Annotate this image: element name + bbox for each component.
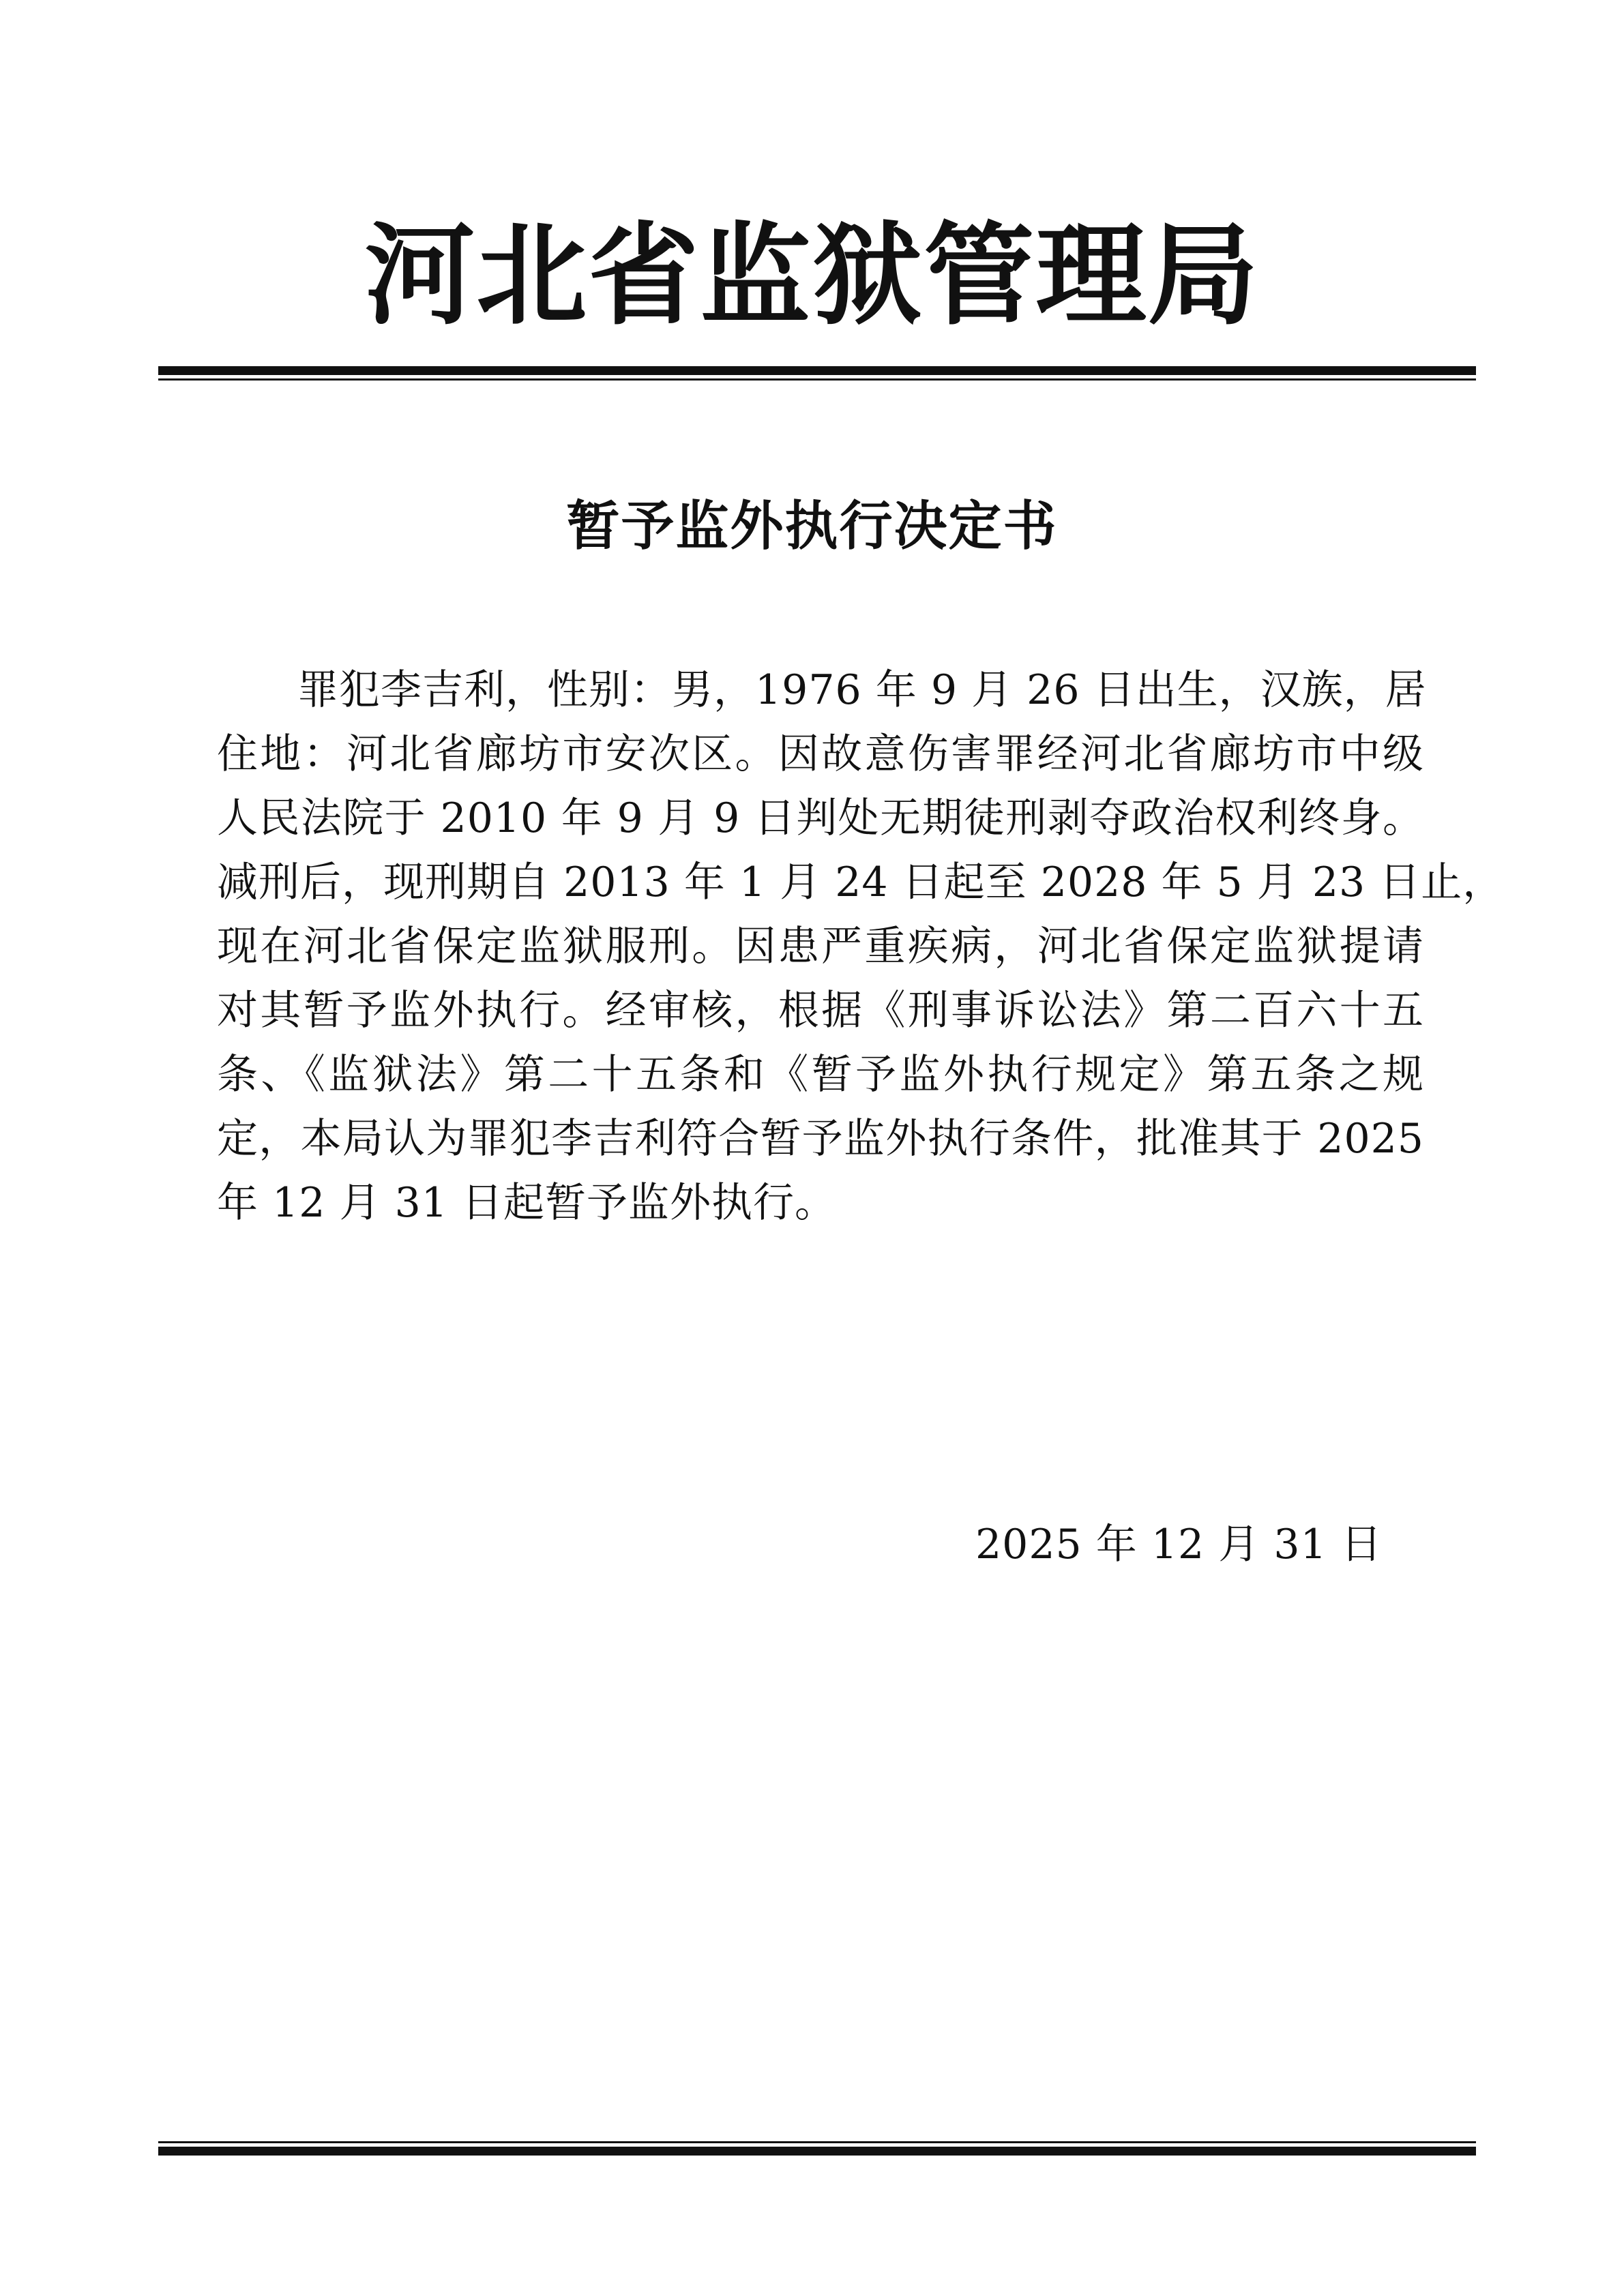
body-line: 定，本局认为罪犯李吉利符合暂予监外执行条件，批准其于 2025	[217, 1115, 1424, 1163]
body-line: 年 12 月 31 日起暂予监外执行。	[217, 1179, 836, 1227]
header-rule-thin	[158, 378, 1476, 381]
body-line: 现在河北省保定监狱服刑。因患严重疾病，河北省保定监狱提请	[217, 923, 1424, 970]
footer-double-rule	[158, 2141, 1476, 2156]
body-line: 人民法院于 2010 年 9 月 9 日判处无期徒刑剥夺政治权利终身。	[217, 794, 1424, 842]
body-line: 住地：河北省廊坊市安次区。因故意伤害罪经河北省廊坊市中级	[217, 730, 1424, 778]
body-line: 条、《监狱法》第二十五条和《暂予监外执行规定》第五条之规	[217, 1051, 1424, 1099]
body-line: 对其暂予监外执行。经审核，根据《刑事诉讼法》第二百六十五	[217, 987, 1424, 1034]
body-line: 减刑后，现刑期自 2013 年 1 月 24 日起至 2028 年 5 月 23 日止，	[217, 859, 1505, 906]
document-date: 2025 年 12 月 31 日	[975, 1521, 1383, 1568]
document-body	[217, 658, 1505, 1235]
organization-header: 河北省监狱管理局	[364, 212, 1260, 340]
header-double-rule	[158, 366, 1476, 381]
footer-rule-thick	[158, 2147, 1476, 2156]
header-rule-thick	[158, 366, 1476, 375]
document-title: 暂予监外执行决定书	[566, 496, 1058, 557]
body-line: 罪犯李吉利，性别：男，1976 年 9 月 26 日出生，汉族，居	[297, 666, 1427, 714]
